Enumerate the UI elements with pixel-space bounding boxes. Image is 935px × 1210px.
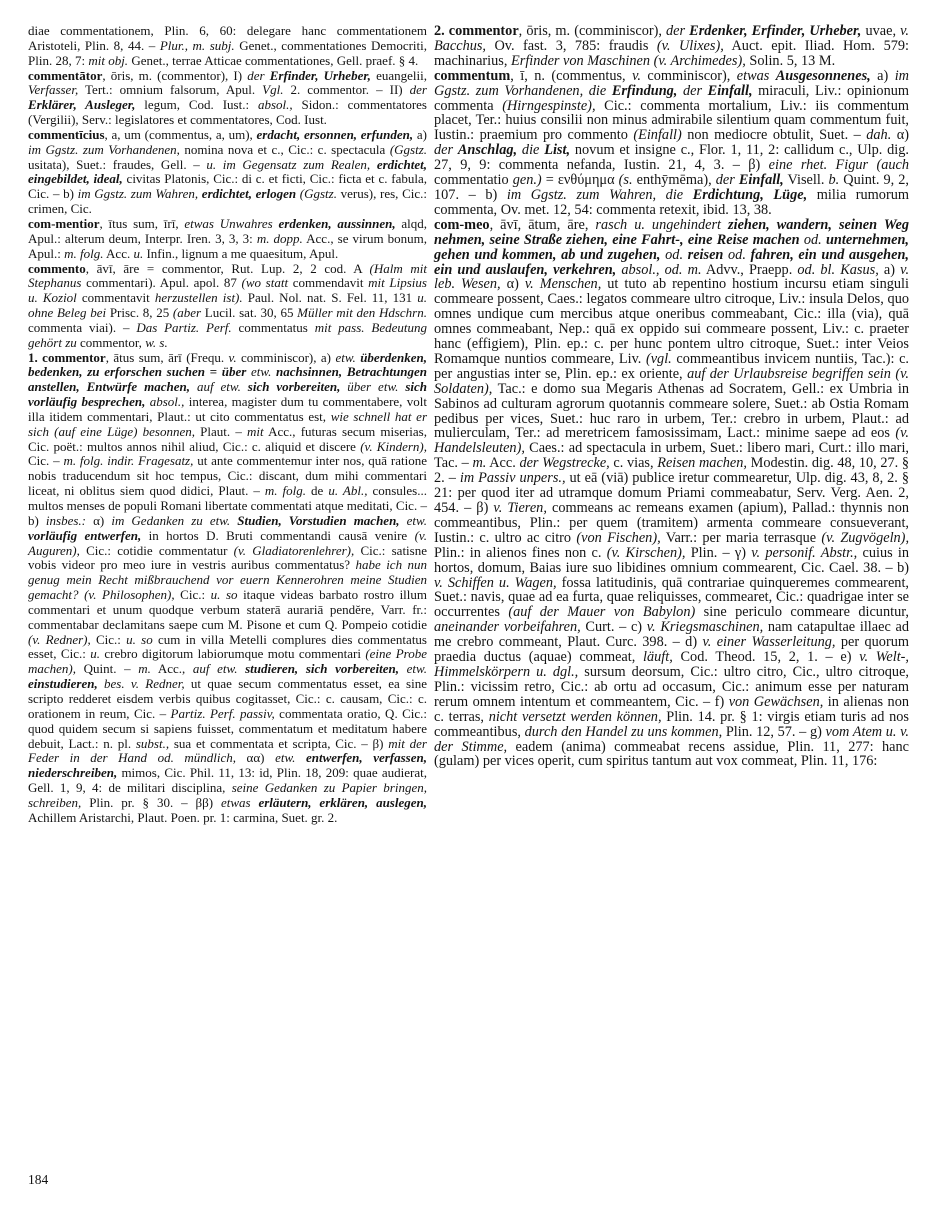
text-segment: mit obj. [88, 52, 129, 68]
text-segment: commentavit [76, 290, 155, 306]
text-segment: v. [632, 67, 641, 84]
text-segment: Genet., commentationes Democriti, Plin. 28, 7: [28, 37, 427, 68]
text-segment: Quint. – [76, 661, 139, 677]
text-segment: v. Welt-, Himmelskörpern u. dgl., [434, 649, 909, 680]
text-segment: a) [878, 261, 901, 278]
text-segment: sich vorbereiten, [247, 379, 348, 395]
text-segment: absol., od. m. [621, 261, 702, 278]
text-segment: de [306, 483, 329, 499]
text-segment: Curt. – c) [580, 619, 647, 636]
text-segment: αα) [236, 750, 276, 766]
text-segment: (von Fischen), [576, 529, 661, 546]
text-segment: u. Abl., [328, 483, 368, 499]
text-segment: Solin. 5, 13 M. [745, 52, 836, 69]
text-segment: Studien, Vorstudien machen, [237, 512, 407, 528]
text-segment: Advv., Praepp. [701, 261, 798, 278]
text-segment: Müller mit den Hdschrn. [297, 305, 427, 321]
text-segment: in hortos D. Bruti commentandi causā venire [141, 527, 415, 543]
text-segment: c. vias, [609, 455, 658, 472]
text-segment: erdichtet, erlogen [201, 186, 300, 202]
text-segment: von Gewächsen, [728, 693, 824, 710]
text-segment: subst., [135, 735, 170, 751]
text-segment: sua et commentata et scripta, Cic. – β) [169, 735, 389, 751]
text-segment: der [409, 82, 427, 98]
text-segment: α) [500, 276, 525, 293]
text-segment: (v. Redner), [28, 631, 91, 647]
text-segment: Quint. 9, 2, 107. – b) [434, 172, 910, 203]
text-segment: der [682, 82, 708, 99]
text-segment: commeantibus invicem nuntiis, Tac.): c. per angustias inter se, Plin. ep.: ex oriente, [434, 350, 909, 382]
text-segment: Cod. Theod. 15, 2, 1. – e) [672, 649, 860, 666]
text-segment: Ov. fast. 3, 785: fraudis [486, 37, 657, 54]
text-segment: alqd, Apul.: alterum deum, Interpr. Iren. 3, 3, 3: [28, 215, 427, 246]
text-segment: 1. commentor [28, 349, 106, 365]
text-segment: Auct. epit. Iliad. Hom. 579: machinarius, [434, 37, 909, 69]
text-segment: Einfall, [707, 82, 753, 99]
text-segment: (v. Handelsleuten), [434, 425, 909, 457]
text-segment: im Ggstz. zum Wahren, die [506, 186, 693, 203]
text-segment: etwas [220, 794, 259, 810]
text-segment: sursum deorsum, Cic.: ultro citro, Cic., ultro citroque, Plin.: vicissim retro, Cic.: ab ortu ad occasum, Cic.: animum esse per naturam rerum omnem intentum et commeantem, Cic. – f) [434, 663, 909, 710]
text-segment: non mediocre obtulit, Suet. – [681, 127, 867, 144]
text-segment: etw. [335, 349, 361, 365]
text-segment: m. dopp. [256, 230, 303, 246]
text-segment: Einfall, [738, 172, 784, 189]
text-segment: m. [472, 455, 487, 472]
text-segment: Lucil. sat. 30, 65 [201, 305, 298, 321]
text-segment: Erfindung, [611, 82, 683, 99]
text-segment: der [715, 172, 739, 189]
text-segment: habe ich nun genug mein Recht mißbrauchend vor euern Kennerohren meine Studien gemacht? (v. Philosophen), [28, 557, 427, 603]
text-segment: insbes.: [45, 512, 87, 528]
text-segment: der Wegstrecke, [519, 455, 610, 472]
text-segment: commentīcius [28, 126, 105, 142]
text-segment: od. [803, 231, 826, 248]
text-segment: a) [413, 126, 427, 142]
text-segment: comminiscor), a) [236, 349, 336, 365]
dictionary-entry [434, 24, 909, 69]
text-segment: cuius in hortos, domum, Baias iure suo libidines omnium commearent, Cic. Cael. 38. – b) [434, 544, 910, 576]
text-segment: commenta viai). – [28, 319, 137, 335]
text-segment: enthȳmēma), [632, 172, 716, 189]
text-segment: Modestin. dig. 48, 10, 27. § 2. – [434, 455, 910, 487]
text-segment: läuft, [643, 649, 673, 666]
text-segment: Partiz. Perf. passiv, [170, 705, 275, 721]
text-segment: (v. Kirschen), [606, 544, 686, 561]
text-segment: , ōris, m. (comminiscor), [518, 23, 667, 39]
text-segment: nachsinnen, Betrachtungen anstellen, Entwürfe machen, [28, 364, 427, 395]
text-segment: reisen [687, 246, 729, 263]
text-segment: gen.) [512, 172, 542, 189]
left-column [28, 24, 427, 826]
text-segment: Erfinder von Maschinen (v. Archimedes), [511, 52, 746, 69]
text-segment: erdenken, aussinnen, [278, 215, 396, 231]
text-segment: etw. [406, 512, 427, 528]
dictionary-entry [28, 262, 427, 351]
text-segment: Erdenker, Erfinder, Urheber, [689, 23, 862, 39]
text-segment: , ātus sum, ārī (Frequ. [105, 349, 229, 365]
text-segment: Das Partiz. Perf. [136, 319, 232, 335]
text-segment: aneinander vorbeifahren, [434, 619, 581, 636]
text-segment: Cic.: [174, 587, 211, 603]
text-segment: (v. Kindern), [360, 438, 427, 454]
text-segment: absol., [149, 394, 185, 410]
text-segment: Visell. [783, 172, 829, 189]
text-segment: m. folg. [264, 483, 307, 499]
text-segment: (v. Auguren), [28, 527, 427, 558]
text-segment: commentata oratio, Q. Cic.: quod quidem secum si sapiens fuisset, commentatum et meditatum habere debuit, Lact.: n. pl. [28, 705, 427, 751]
text-segment: commendavit [288, 275, 369, 291]
text-segment: einstudieren, [28, 676, 105, 692]
text-segment: (aber [172, 305, 202, 321]
text-segment: (Halm mit Stephanus [28, 260, 427, 291]
dictionary-entry [28, 69, 427, 128]
text-segment: b. [828, 172, 840, 189]
text-segment: mit pass. Bedeutung gehört zu [28, 319, 427, 350]
text-segment: od. [728, 246, 751, 263]
text-segment: miraculi, Liv.: opinionum commenta [434, 82, 909, 114]
text-segment: Acc., [150, 661, 193, 677]
text-segment: im Ggstz. zum Wahren, [77, 186, 202, 202]
text-segment: u. im Gegensatz zum Realen, [206, 156, 377, 172]
text-segment: cum in villa Metelli complures dies commentatus esset, Cic.: [28, 631, 427, 662]
text-segment: Plur., m. subj. [159, 37, 235, 53]
text-segment: m. folg. [64, 245, 104, 261]
dictionary-entry [28, 217, 427, 262]
text-segment: verus), res, Cic.: crimen, Cic. [28, 186, 427, 217]
text-segment: interea, magister dum tu commentabere, volt illa itidem commentari, Plaut.: ut cito commentatus est, [28, 394, 427, 424]
text-segment: Cic.: [90, 631, 127, 647]
text-segment: im Ggstz. zum Vorhandenen, die [434, 67, 909, 99]
text-segment: sich vorläufig besprechen, [28, 379, 428, 410]
dictionary-entry [28, 24, 427, 69]
text-segment: usitata), Suet.: fraudes, Gell. – [28, 156, 207, 172]
text-segment: über etw. [347, 379, 406, 395]
text-segment: Genet., terrae Atticae commentationes, Gell. praef. § 4. [128, 52, 419, 68]
text-segment: vorläufig entwerfen, [28, 527, 142, 543]
text-segment: consules... multos menses de populi Romani libertate commentati atque meditati, Cic. – b) [28, 483, 427, 528]
text-segment: a) [870, 67, 895, 84]
text-segment: Plin. 12, 57. – g) [722, 723, 826, 740]
text-segment: (wo statt [241, 275, 289, 291]
text-segment: ut eā (viā) publice iretur commearetur, Ulp. dig. 43, 8, 2. § 21: per quod iter ad utramque domum Priami commeabatur, Serv. Verg. Aen. 2, 454. – β) [434, 470, 909, 516]
text-segment: commentum [434, 67, 511, 84]
dictionary-entry [434, 69, 909, 218]
text-segment: herzustellen ist). [154, 290, 243, 306]
text-segment: 2. commentor. – II) [283, 82, 410, 98]
text-segment: erläutern, erklären, auslegen, [258, 794, 428, 810]
text-segment: der [247, 67, 270, 83]
text-segment: u. [133, 245, 144, 261]
text-segment: , ī, n. (commentus, [510, 67, 633, 84]
text-segment: etwas [736, 67, 776, 84]
text-segment: absol., [257, 97, 293, 113]
text-segment: Plin. 14. pr. § 1: virgis etiam turis ad nos commeantibus, [434, 708, 909, 740]
text-segment: die [521, 142, 545, 159]
text-segment: eine rhet. Figur (auch [768, 157, 910, 174]
text-segment: (vgl. [645, 350, 672, 367]
text-segment: in alienas non c. terras, [434, 693, 909, 725]
text-segment: dah. [866, 127, 892, 144]
text-segment: Erfinder, Urheber, [269, 67, 371, 83]
text-segment: auf der Urlaubsreise begriffen sein (v. Soldaten), [434, 365, 909, 397]
text-segment: Prisc. 8, 25 [106, 305, 173, 321]
text-segment: Paul. Nol. nat. S. Fel. 11, 131 [242, 290, 418, 306]
text-segment: im Passiv unpers., [459, 470, 566, 487]
text-segment: v. Schiffen u. Wagen, [434, 574, 557, 591]
right-column [434, 24, 909, 769]
text-segment: sine periculo commeare dicuntur, [695, 604, 909, 621]
text-segment: diae commentationem, Plin. 6, 60: delegare hanc commentationem Aristoteli, Plin. 8, 44. – [28, 23, 427, 53]
dictionary-entry [28, 351, 427, 826]
text-segment: u. so [210, 587, 238, 603]
text-segment: unternehmen, gehen und kommen, ab und zugehen, [434, 231, 909, 263]
text-segment: rasch u. ungehindert [595, 216, 729, 233]
text-segment: etw. [406, 661, 427, 677]
text-segment: mimos, Cic. Phil. 11, 13: id, Plin. 18, 209: quae audierat, Gell. 1, 9, 4: de militari disciplina, [28, 765, 427, 796]
text-segment: auf etw. [192, 661, 246, 677]
text-segment: commentatio [434, 172, 513, 189]
text-segment: crebro digitorum labiorumque motu commentari [99, 646, 366, 662]
text-segment: commentor, [76, 334, 146, 350]
text-segment: durch den Handel zu uns kommen, [524, 723, 723, 740]
text-segment: Plin. pr. § 30. – ββ) [81, 794, 221, 810]
text-segment: nomina nova et c., Cic.: c. spectacula [179, 141, 390, 157]
text-segment: m. folg. indir. Fragesatz, [63, 453, 194, 469]
text-segment: v. Kriegsmaschinen, [646, 619, 764, 636]
text-segment: com-mentior [28, 215, 100, 231]
text-segment: ut ante commentemur inter nos, quā ratione nobis traducendum sit hoc tempus, Cic.: discant, dum mihi commentari liceat, ni oblitus siem quod didici, Plaut. – [28, 453, 427, 499]
page-number: 184 [28, 1172, 49, 1187]
text-segment: Ausgesonnenes, [775, 67, 871, 84]
text-segment: fossa latitudinis, quā contrariae quinqueremes commearent, Suet.: navis, quae ad ea furta, quae reliquisses, commearet, Cic.: quadrigae inter se occurrentes [434, 574, 909, 621]
text-segment: commento [28, 260, 86, 276]
text-segment: , āvī, ātum, āre, [489, 216, 596, 233]
text-segment: nicht versetzt werden können, [488, 708, 662, 725]
text-segment: Reisen machen, [657, 455, 748, 472]
text-segment: Tert.: omnium falsorum, Apul. [78, 82, 263, 98]
text-segment: u. so [126, 631, 153, 647]
text-segment: v. einer Wasserleitung, [702, 634, 836, 651]
text-segment: v. [228, 349, 237, 365]
text-segment: commeans ac remeans examen (apium), Pallad.: thynnis non commeantibus, Plin.: per quem (tramitem) armenta commeare consueverant, Iustin.: c. ultro ac citro [434, 500, 910, 546]
text-segment: Verfasser, [28, 82, 79, 98]
text-segment: Tac.: e domo sua Megaris Athenas ad Socratem, Gell.: ex Umbria in Sabinos ad culturam agrorum quotannis commeare solere, Suet.: ab Ostia Romam pedibus per vices, Suet.: huc raro in urbem, Ter.: crebro in urbem, Plaut.: ad mulierculam, Ter.: ad meretricem famosissimam, Lact.: minime saepe ad eos [434, 380, 909, 442]
text-segment: per quorum praedia ductus (aquae) commeat, [434, 634, 909, 666]
text-segment: v. personif. Abstr., [751, 544, 858, 561]
text-segment: Acc. [103, 245, 134, 261]
text-segment: ziehen, wandern, seinen Weg nehmen, seine Straße ziehen, eine Fahrt-, eine Reise machen [434, 216, 909, 248]
text-segment: legum, Cod. Iust.: [135, 97, 258, 113]
text-segment: v. Bacchus, [434, 23, 909, 54]
text-segment: 2. commentor [434, 23, 519, 39]
text-segment: ut tuto ab repentino hostium incursu etiam singuli commeare possent, Caes.: legatos commeare ultro citroque, Liv.: insula Delos, quo omnes undique cum mercibus atque oneribus commeabant, Cic.: illa (via), quā omnes commeabant, Nep.: quā ex oppido sui commeare possent, Liv.: c. praeter hanc (effigiem), Plin. ep.: c. per hunc pontem ultro citroque, Suet.: inter Veios Romamque nuntios commeare, Liv. [434, 276, 909, 367]
text-segment: Infin., lignum a me quaesitum, Apul. [143, 245, 339, 261]
text-segment: uvae, [861, 23, 901, 39]
text-segment: commentari). Apul. apol. 87 [81, 275, 242, 291]
dictionary-entry [434, 218, 909, 770]
text-segment: = ενθύμημα [541, 172, 619, 189]
text-segment: w. s. [145, 334, 168, 350]
text-segment: etwas Unwahres [184, 215, 279, 231]
text-segment: milia rumorum commenta, Ov. met. 12, 54: commenta retexit, ibid. 13, 38. [434, 186, 909, 218]
text-segment: (s. [618, 172, 633, 189]
text-segment: mit Lipsius u. Koziol [28, 275, 427, 306]
text-segment: eadem (anima) commeabat recens assidue, Plin. 11, 277: hanc (gulam) per vices operit, cum spiritus tantum aut vox commeat, Plin. 11, 176: [434, 738, 910, 770]
text-segment: Acc. [486, 455, 520, 472]
text-segment: vom Atem u. v. der Stimme, [434, 723, 909, 755]
text-segment: itaque videas barbato rostro illum commentari et unum quodque verbum staterā aurariā pendĕre, Varr. fr.: commentabar declamitans saepe cum M. Pisone et cum Q. Pompeio cotidie [28, 587, 428, 632]
text-segment: Plaut. – [194, 423, 248, 439]
text-segment: (v. Gladiatorenlehrer), [233, 542, 355, 558]
text-segment: Acc., se virum bonum, Apul.: [28, 230, 427, 261]
text-segment: (eine Probe machen), [28, 646, 427, 677]
text-segment: wie schnell hat er sich (auf eine Lüge) besonnen, [28, 408, 427, 439]
text-segment: Cic.: satisne vobis videor pro meo iure in vestris auribus commentatus? [28, 542, 427, 573]
text-segment: α) [891, 127, 909, 144]
text-segment: (v. Ulixes), [656, 37, 724, 54]
text-segment: (Einfall) [633, 127, 682, 144]
text-segment: etw. [275, 750, 306, 766]
text-segment: Cic. – [28, 453, 64, 469]
text-segment: Cic.: cotidie commentatur [79, 542, 234, 558]
text-segment: Anschlag, [457, 142, 522, 159]
text-segment: fahren, ein und ausgehen, ein und auslaufen, verkehren, [434, 246, 909, 278]
text-segment: überdenken, bedenken, zu erforschen suchen = über [28, 349, 428, 380]
text-segment: v. Tieren, [493, 500, 547, 516]
text-segment: Vgl. [262, 82, 284, 98]
text-segment: Achillem Aristarchi, Plaut. Poen. pr. 1: carmina, Suet. gr. 2. [28, 809, 338, 825]
text-segment: od. bl. Kasus, [797, 261, 879, 278]
text-segment: Erdichtung, Lüge, [692, 186, 808, 203]
text-segment: mit [247, 423, 264, 439]
text-segment: (Ggstz. [389, 141, 428, 157]
text-segment: u. ohne Beleg bei [28, 290, 427, 321]
text-segment: (auf der Mauer von Babylon) [508, 604, 696, 621]
text-segment: bes. v. Redner, [104, 676, 185, 692]
text-segment: commentātor [28, 67, 103, 83]
text-segment: Varr.: per maria terrasque [660, 529, 822, 546]
text-segment: List, [544, 142, 571, 159]
text-segment: seine Gedanken zu Papier bringen, schreiben, [28, 780, 427, 810]
text-segment: u. [90, 646, 100, 662]
text-segment: v. leb. Wesen, [434, 261, 910, 293]
text-segment: civitas Platonis, Cic.: di c. et ficti, Cic.: ficta et c. fabula, Cic. – b) [28, 171, 427, 202]
text-segment: erdacht, ersonnen, erfunden, [256, 126, 414, 142]
text-segment: , ōris, m. (commentor), I) [102, 67, 248, 83]
text-segment: novum et insigne c., Flor. 1, 11, 2: callidum c., Ulp. dig. 27, 9, 9: commenta nefanda, Iustin. 21, 4, 3. – β) [434, 142, 909, 174]
text-segment: der [434, 142, 458, 159]
text-segment: commentatus [231, 319, 315, 335]
text-segment: entwerfen, verfassen, niederschreiben, [28, 750, 427, 781]
text-segment: (Ggstz. [299, 186, 337, 202]
text-segment: ut quae secum commentatus esset, ea sine scripto redderet eisdem verbis quibus cogitasset, Cic.: c. causam, Cic.: c. orationem in reum, Cic. – [28, 676, 427, 721]
text-segment: Plin.: in alienos fines non c. [434, 544, 607, 561]
text-segment: comminiscor), [640, 67, 737, 84]
text-segment: mit der Feder in der Hand od. mündlich, [28, 735, 427, 766]
text-segment: α) [86, 512, 112, 528]
text-segment: auf etw. [196, 379, 248, 395]
text-segment: m. [138, 661, 151, 677]
text-segment: Erklärer, Ausleger, [28, 97, 136, 113]
text-segment: Cic.: commenta mortalium, Liv.: iis commentum placet, Ter.: huius consilii non minus admirabile silentium quam commentum fuit, Iustin.: praemium pro commento [434, 97, 909, 144]
text-segment: (Hirngespinste), [502, 97, 596, 114]
text-segment: , ītus sum, īrī, [99, 215, 185, 231]
text-segment: studieren, sich vorbereiten, [245, 661, 407, 677]
text-segment: , a, um (commentus, a, um), [104, 126, 257, 142]
text-segment: nam catapultae illaec ad me crebro commeant, Plaut. Curc. 398. – d) [434, 619, 909, 651]
text-segment: der [666, 23, 690, 39]
text-segment: Acc., futuras secum miserias, Cic. poët.: multos annos nihil aliud, Cic.: c. aliquid et discere [28, 423, 427, 454]
text-segment: etw. [250, 364, 277, 380]
text-segment: euangelii, [370, 67, 427, 83]
text-segment: com-meo [434, 216, 490, 233]
text-segment: , āvī, āre = commentor, Rut. Lup. 2, 2 cod. A [85, 260, 370, 276]
text-segment: Caes.: ad spectacula in urbem, Suet.: libero mari, Curt.: illo mari, Tac. – [434, 440, 909, 472]
text-segment: im Gedanken zu etw. [111, 512, 238, 528]
text-segment: v. Menschen, [524, 276, 602, 293]
dictionary-entry [28, 128, 427, 217]
text-segment: (v. Zugvögeln), [821, 529, 910, 546]
text-segment: od. [665, 246, 688, 263]
text-segment: Plin. – γ) [685, 544, 752, 561]
text-segment: erdichtet, eingebildet, ideal, [28, 156, 427, 187]
text-segment: im Ggstz. zum Vorhandenen, [28, 141, 180, 157]
text-segment: Sidon.: commentatores (Vergilii), Serv.: legislatores et commentatores, Cod. Iust. [28, 97, 427, 128]
